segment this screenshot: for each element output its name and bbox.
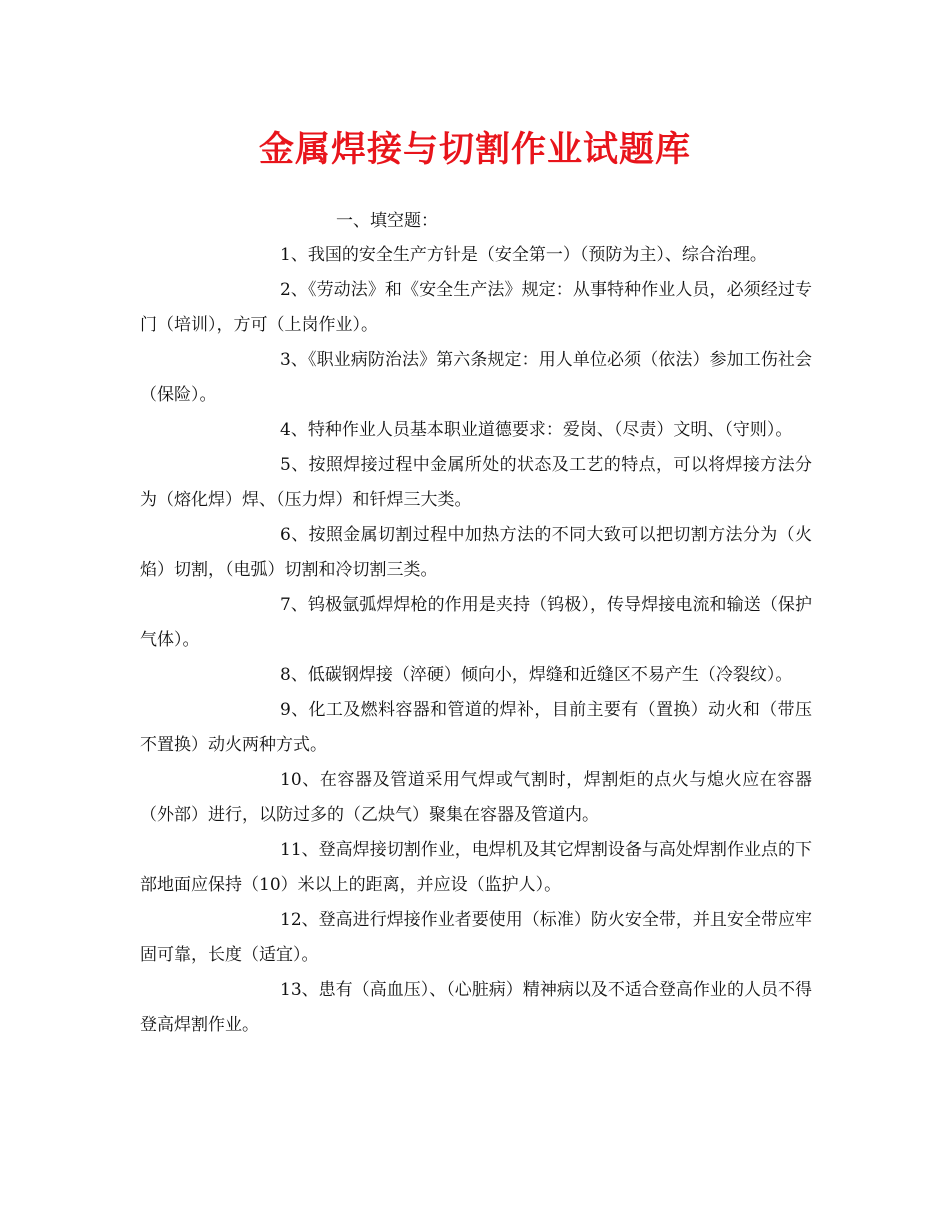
question-item: 11、登高焊接切割作业，电焊机及其它焊割设备与高处焊割作业点的下部地面应保持（10）米以上的距离，并应设（监护人）。 [140, 840, 812, 895]
question-item: 10、在容器及管道采用气焊或气割时，焊割炬的点火与熄火应在容器（外部）进行，以防过多的（乙炔气）聚集在容器及管道内。 [140, 770, 812, 825]
question-item: 12、登高进行焊接作业者要使用（标准）防火安全带，并且安全带应牢固可靠，长度（适宜）。 [140, 910, 812, 965]
question-item: 1、我国的安全生产方针是（安全第一）（预防为主）、综合治理。 [280, 245, 767, 265]
question-item: 5、按照焊接过程中金属所处的状态及工艺的特点，可以将焊接方法分为（熔化焊）焊、（压力焊）和钎焊三大类。 [140, 455, 812, 510]
question-item: 13、患有（高血压）、（心脏病）精神病以及不适合登高作业的人员不得登高焊割作业。 [140, 980, 812, 1035]
document-title: 金属焊接与切割作业试题库 [258, 129, 691, 170]
question-item: 4、特种作业人员基本职业道德要求：爱岗、（尽责）文明、（守则）。 [280, 420, 793, 440]
question-item: 6、按照金属切割过程中加热方法的不同大致可以把切割方法分为（火焰）切割，（电弧）切割和冷切割三类。 [140, 525, 812, 580]
question-item: 2、《劳动法》和《安全生产法》规定：从事特种作业人员，必须经过专门（培训），方可（上岗作业）。 [140, 280, 812, 335]
question-list [140, 238, 812, 1043]
question-item: 8、低碳钢焊接（淬硬）倾向小，焊缝和近缝区不易产生（冷裂纹）。 [280, 665, 793, 685]
question-item: 7、钨极氩弧焊焊枪的作用是夹持（钨极），传导焊接电流和输送（保护气体）。 [140, 595, 812, 650]
section-heading: 一、填空题： [336, 211, 438, 231]
question-item: 9、化工及燃料容器和管道的焊补，目前主要有（置换）动火和（带压不置换）动火两种方式。 [140, 700, 812, 755]
question-item: 3、《职业病防治法》第六条规定：用人单位必须（依法）参加工伤社会（保险）。 [140, 350, 812, 405]
